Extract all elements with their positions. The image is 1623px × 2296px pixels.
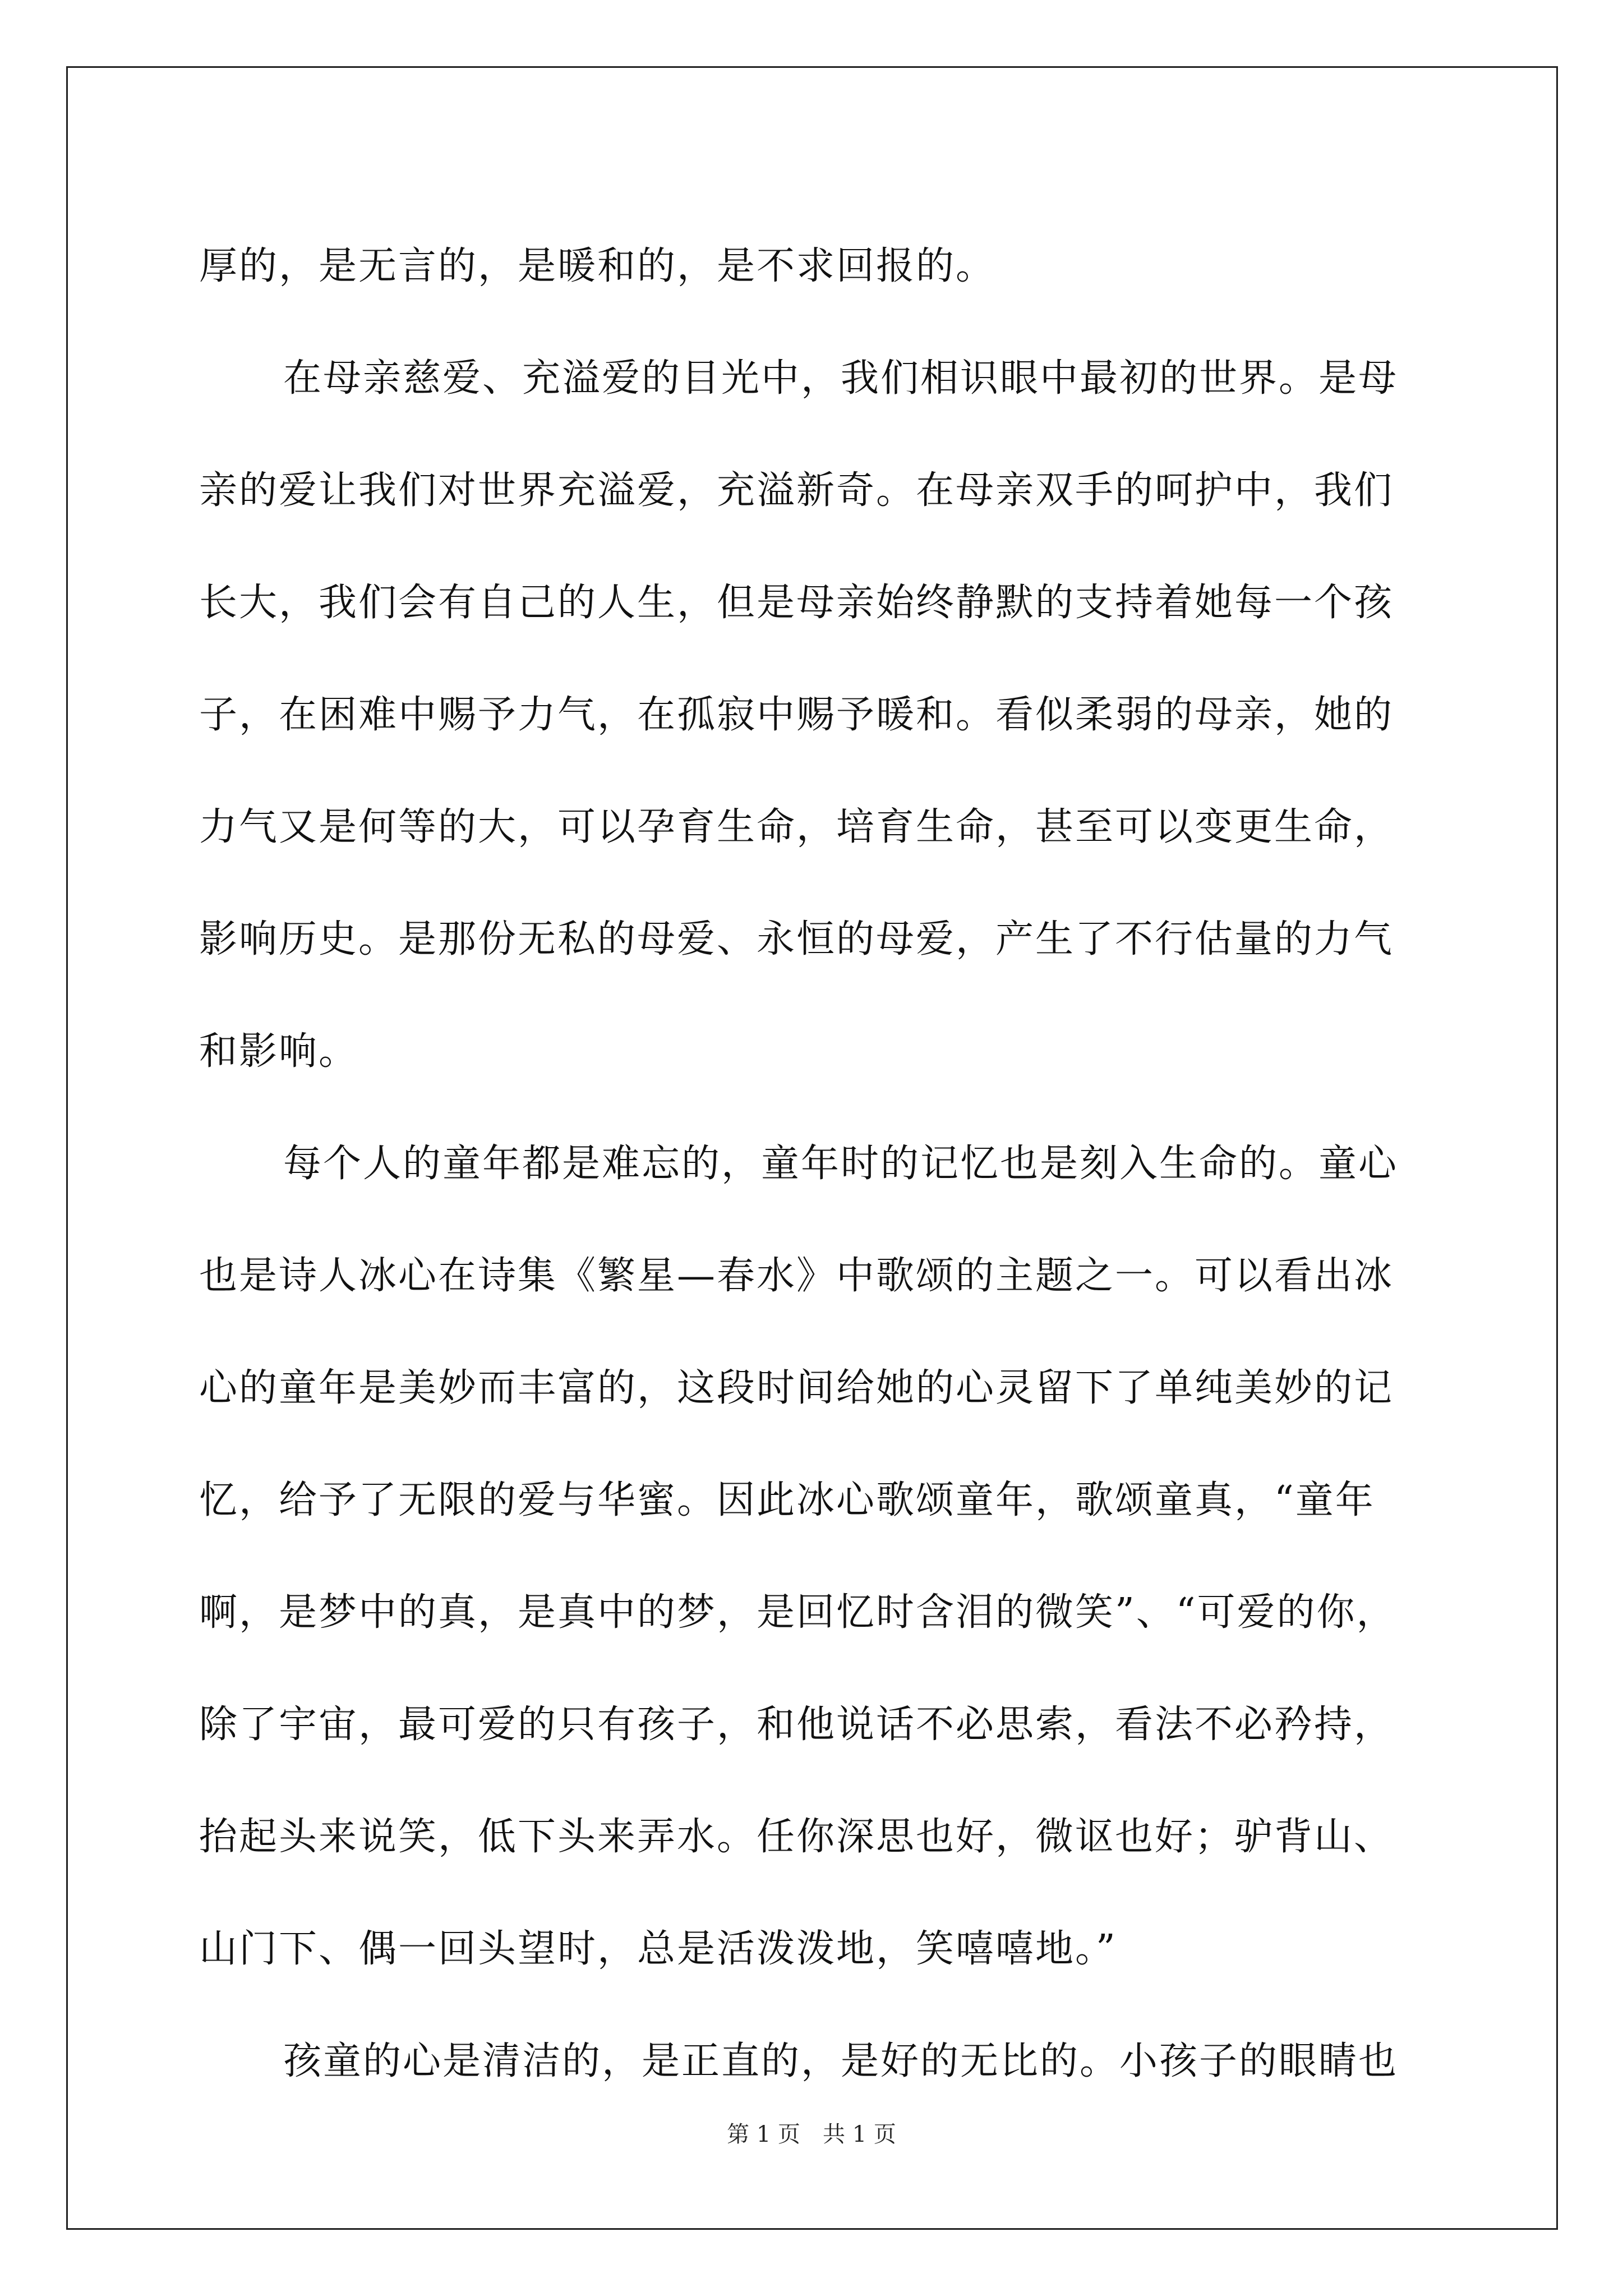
text-line: 厚的，是无言的，是暖和的，是不求回报的。 [199, 244, 996, 288]
text-line: 子，在困难中赐予力气，在孤寂中赐予暖和。看似柔弱的母亲，她的 [199, 693, 1394, 737]
text-line: 忆，给予了无限的爱与华蜜。因此冰心歌颂童年，歌颂童真，“童年 [199, 1478, 1375, 1522]
text-line: 亲的爱让我们对世界充溢爱，充溢新奇。在母亲双手的呵护中，我们 [199, 468, 1394, 513]
text-line: 山门下、偶一回头望时，总是活泼泼地，笑嘻嘻地。” [199, 1927, 1117, 1971]
text-line: 除了宇宙，最可爱的只有孩子，和他说话不必思索，看法不必矜持， [199, 1703, 1394, 1747]
text-line: 长大，我们会有自己的人生，但是母亲始终静默的支持着她每一个孩 [199, 581, 1394, 625]
page-footer [0, 2118, 1623, 2151]
text-line: 啊，是梦中的真，是真中的梦，是回忆时含泪的微笑”、“可爱的你， [199, 1590, 1396, 1635]
text-line: 每个人的童年都是难忘的，童年时的记忆也是刻入生命的。童心 [283, 1142, 1399, 1186]
text-line: 影响历史。是那份无私的母爱、永恒的母爱，产生了不行估量的力气 [199, 917, 1394, 961]
text-line: 在母亲慈爱、充溢爱的目光中，我们相识眼中最初的世界。是母 [283, 356, 1399, 401]
page-number: 第 1 页 [727, 2122, 800, 2147]
page-total: 共 1 页 [823, 2122, 896, 2147]
text-line: 抬起头来说笑，低下头来弄水。任你深思也好，微讴也好；驴背山、 [199, 1815, 1394, 1859]
text-line: 心的童年是美妙而丰富的，这段时间给她的心灵留下了单纯美妙的记 [199, 1366, 1394, 1410]
document-body [199, 210, 1422, 2118]
text-line: 孩童的心是清洁的，是正直的，是好的无比的。小孩子的眼睛也 [283, 2039, 1399, 2083]
text-line: 和影响。 [199, 1029, 359, 1074]
text-line: 也是诗人冰心在诗集《繁星—春水》中歌颂的主题之一。可以看出冰 [199, 1254, 1394, 1298]
text-line: 力气又是何等的大，可以孕育生命，培育生命，甚至可以变更生命， [199, 805, 1394, 849]
